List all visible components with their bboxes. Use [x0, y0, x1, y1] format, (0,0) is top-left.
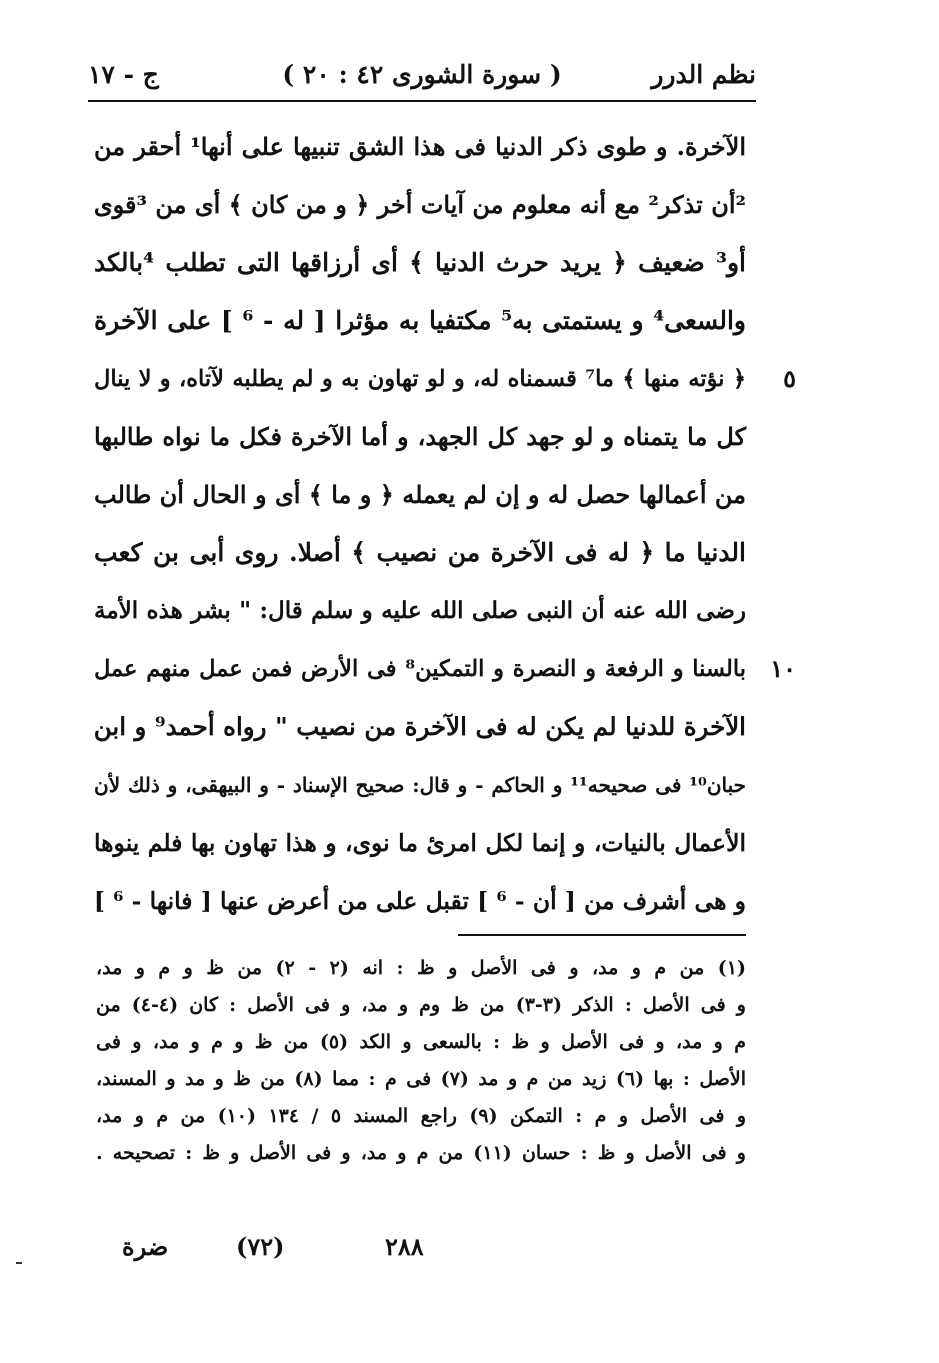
text-line — [94, 814, 746, 872]
line-content: الآخرة. و طوى ذكر الدنيا فى هذا الشق تنبيها على أنها¹ أحقر من — [94, 132, 746, 161]
line-content: والسعى⁴ و يستمتى به⁵ مكتفيا به مؤثرا [ له - ⁶ ] على الآخرة — [94, 306, 746, 335]
line-content: و هى أشرف من [ أن - ⁶ ] تقبل على من أعرض عنها [ فانها - ⁶ ] — [93, 887, 746, 915]
line-content: بالسنا و الرفعة و النصرة و التمكين⁸ فى الأرض فمن عمل منهم عمل — [94, 656, 747, 682]
text-line — [94, 640, 796, 698]
line-content: حبان¹⁰ فى صحيحه¹¹ و الحاكم - و قال: صحيح الإسناد - و البيهقى، و ذلك لأن — [94, 773, 747, 797]
running-header — [88, 56, 756, 98]
text-line — [94, 408, 746, 466]
text-line — [94, 698, 746, 756]
text-line — [94, 234, 746, 292]
footnote-line: و فى الأصل و ظ : حسان (١١) من م و مد، و فى الأصل و ظ : تصحيحه . — [96, 1142, 746, 1164]
line-content: ²أن تذكر² مع أنه معلوم من آيات أخر ﴿ و من كان ﴾ أى من ³قوى — [93, 190, 746, 219]
line-content: الدنيا ما ﴿ له فى الآخرة من نصيب ﴾ أصلا. روى أبى بن كعب — [94, 538, 746, 567]
footnotes — [96, 950, 746, 1172]
line-number: ٥ — [783, 364, 796, 393]
part-number: ج - ١٧ — [88, 60, 159, 89]
text-line — [94, 350, 796, 408]
text-line — [94, 524, 746, 582]
footnote-line: و فى الأصل و م : التمكن (٩) راجع المسند ٥ / ١٣٤ (١٠) من م و مد، — [96, 1105, 747, 1127]
page-number: ٢٨٨ — [385, 1232, 424, 1261]
text-line — [94, 466, 746, 524]
signature-mark: (٧٢) — [236, 1232, 285, 1261]
line-content: كل ما يتمناه و لو جهد كل الجهد، و أما الآخرة فكل ما نواه طالبها — [94, 422, 746, 451]
text-line — [94, 582, 746, 640]
main-text — [93, 118, 796, 930]
line-content: ﴿ نؤته منها ﴾ ما⁷ قسمناه له، و لو تهاون به و لم يطلبه لآتاه، و لا ينال — [94, 366, 747, 392]
text-line — [94, 872, 746, 930]
book-title: نظم الدرر — [651, 60, 756, 89]
line-content: الأعمال بالنيات، و إنما لكل امرئ ما نوى، و هذا تهاون بها فلم ينوها — [94, 829, 746, 857]
line-number: ١٠ — [770, 654, 796, 683]
line-content: رضى الله عنه أن النبى صلى الله عليه و سلم قال: " بشر هذه الأمة — [94, 597, 746, 624]
footnote-line: (١) من م و مد، و فى الأصل و ظ : انه (٢ - ٢) من ظ و م و مد، — [96, 957, 746, 979]
footnote-line: الأصل : بها (٦) زيد من م و مد (٧) فى م : مما (٨) من ظ و مد و المسند، — [96, 1068, 746, 1090]
surah-reference: ( سورة الشورى ٤٢ : ٢٠ ) — [282, 60, 562, 89]
text-line — [94, 756, 746, 814]
text-line — [94, 176, 746, 234]
line-content: أو³ ضعيف ﴿ يريد حرث الدنيا ﴾ أى أرزاقها التى تطلب ⁴بالكد — [94, 248, 746, 277]
catchword: ضرة — [122, 1232, 169, 1261]
footnote-divider — [458, 934, 746, 936]
footnote-line: م و مد، و فى الأصل و ظ : بالسعى و الكد (٥) من ظ و م و مد، و فى — [96, 1031, 746, 1053]
scan-speck — [16, 1262, 22, 1264]
header-divider — [88, 100, 756, 102]
line-content: الآخرة للدنيا لم يكن له فى الآخرة من نصيب " رواه أحمد⁹ و ابن — [93, 712, 746, 741]
line-content: من أعمالها حصل له و إن لم يعمله ﴿ و ما ﴾ أى و الحال أن طالب — [94, 480, 746, 509]
footnote-line: و فى الأصل : الذكر (٣-٣) من ظ وم و مد، و فى الأصل : كان (٤-٤) من — [96, 994, 746, 1016]
text-line — [94, 118, 746, 176]
text-line — [94, 292, 746, 350]
